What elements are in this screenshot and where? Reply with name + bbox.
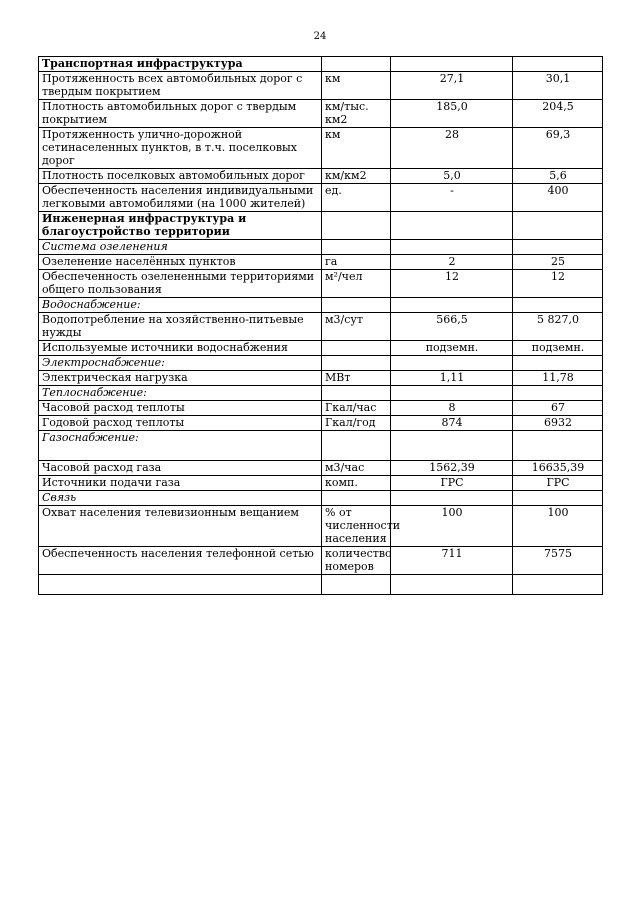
indicators-table	[38, 56, 603, 595]
table-row	[39, 476, 603, 491]
table-row	[39, 255, 603, 270]
unit-cell	[322, 575, 391, 595]
indicator-name-cell: Обеспеченность населения индивидуальными легковыми автомобилями (на 1000 жителей)	[39, 184, 322, 212]
projected-value-cell	[513, 491, 603, 506]
indicator-name-cell: Часовой расход газа	[39, 461, 322, 476]
subsection-row	[39, 431, 603, 461]
indicator-name-cell: Система озеленения	[39, 240, 322, 255]
table-row	[39, 461, 603, 476]
indicator-name-cell: Транспортная инфраструктура	[39, 57, 322, 72]
projected-value-cell: 69,3	[513, 128, 603, 169]
table-row	[39, 270, 603, 298]
indicator-name-cell: Водопотребление на хозяйственно-питьевые нужды	[39, 313, 322, 341]
section-row	[39, 212, 603, 240]
table-row	[39, 416, 603, 431]
projected-value-cell	[513, 386, 603, 401]
current-value-cell: 2	[391, 255, 513, 270]
subsection-row	[39, 240, 603, 255]
indicator-name-cell: Озеленение населённых пунктов	[39, 255, 322, 270]
unit-cell: км	[322, 128, 391, 169]
subsection-row	[39, 491, 603, 506]
unit-cell: количество номеров	[322, 547, 391, 575]
subsection-row	[39, 298, 603, 313]
table-row	[39, 547, 603, 575]
current-value-cell: ГРС	[391, 476, 513, 491]
indicator-name-cell: Электроснабжение:	[39, 356, 322, 371]
indicator-name-cell: Источники подачи газа	[39, 476, 322, 491]
projected-value-cell: 204,5	[513, 100, 603, 128]
unit-cell: комп.	[322, 476, 391, 491]
indicator-name-cell: Обеспеченность озелененными территориями общего пользования	[39, 270, 322, 298]
unit-cell: км	[322, 72, 391, 100]
unit-cell	[322, 240, 391, 255]
unit-cell: МВт	[322, 371, 391, 386]
table-row	[39, 128, 603, 169]
projected-value-cell: 25	[513, 255, 603, 270]
projected-value-cell: 7575	[513, 547, 603, 575]
unit-cell: га	[322, 255, 391, 270]
indicators-table-body	[39, 57, 603, 595]
unit-cell	[322, 57, 391, 72]
indicator-name-cell: Плотность поселковых автомобильных дорог	[39, 169, 322, 184]
table-row	[39, 341, 603, 356]
current-value-cell: 874	[391, 416, 513, 431]
current-value-cell	[391, 57, 513, 72]
projected-value-cell: 11,78	[513, 371, 603, 386]
unit-cell: Гкал/год	[322, 416, 391, 431]
projected-value-cell	[513, 57, 603, 72]
indicator-name-cell	[39, 575, 322, 595]
projected-value-cell: 12	[513, 270, 603, 298]
current-value-cell: 5,0	[391, 169, 513, 184]
projected-value-cell: 5 827,0	[513, 313, 603, 341]
unit-cell	[322, 491, 391, 506]
current-value-cell: 566,5	[391, 313, 513, 341]
indicator-name-cell: Протяженность улично-дорожной сетинаселенных пунктов, в т.ч. поселковых дорог	[39, 128, 322, 169]
current-value-cell	[391, 356, 513, 371]
table-row	[39, 184, 603, 212]
projected-value-cell: 30,1	[513, 72, 603, 100]
section-row	[39, 57, 603, 72]
indicator-name-cell: Часовой расход теплоты	[39, 401, 322, 416]
projected-value-cell	[513, 431, 603, 461]
unit-cell	[322, 298, 391, 313]
projected-value-cell: 400	[513, 184, 603, 212]
unit-cell: м3/сут	[322, 313, 391, 341]
projected-value-cell: ГРС	[513, 476, 603, 491]
current-value-cell	[391, 298, 513, 313]
current-value-cell	[391, 386, 513, 401]
indicator-name-cell: Используемые источники водоснабжения	[39, 341, 322, 356]
unit-cell: % от численности населения	[322, 506, 391, 547]
indicator-name-cell: Плотность автомобильных дорог с твердым покрытием	[39, 100, 322, 128]
current-value-cell	[391, 575, 513, 595]
current-value-cell	[391, 491, 513, 506]
indicator-name-cell: Газоснабжение:	[39, 431, 322, 461]
indicator-name-cell: Электрическая нагрузка	[39, 371, 322, 386]
current-value-cell: 8	[391, 401, 513, 416]
projected-value-cell: 16635,39	[513, 461, 603, 476]
unit-cell: м3/час	[322, 461, 391, 476]
table-row	[39, 401, 603, 416]
indicator-name-cell: Инженерная инфраструктура и благоустройство территории	[39, 212, 322, 240]
table-row	[39, 100, 603, 128]
current-value-cell: 12	[391, 270, 513, 298]
indicator-name-cell: Годовой расход теплоты	[39, 416, 322, 431]
projected-value-cell: подземн.	[513, 341, 603, 356]
projected-value-cell: 5,6	[513, 169, 603, 184]
page-number: 24	[313, 31, 327, 42]
projected-value-cell: 67	[513, 401, 603, 416]
projected-value-cell	[513, 212, 603, 240]
projected-value-cell	[513, 356, 603, 371]
unit-cell: км/км2	[322, 169, 391, 184]
current-value-cell: 185,0	[391, 100, 513, 128]
unit-cell	[322, 341, 391, 356]
current-value-cell: 1,11	[391, 371, 513, 386]
empty-row	[39, 575, 603, 595]
projected-value-cell: 100	[513, 506, 603, 547]
projected-value-cell	[513, 575, 603, 595]
unit-cell: Гкал/час	[322, 401, 391, 416]
current-value-cell: 28	[391, 128, 513, 169]
indicator-name-cell: Связь	[39, 491, 322, 506]
unit-cell: м²/чел	[322, 270, 391, 298]
current-value-cell	[391, 212, 513, 240]
unit-cell	[322, 356, 391, 371]
unit-cell	[322, 386, 391, 401]
table-row	[39, 72, 603, 100]
subsection-row	[39, 386, 603, 401]
table-row	[39, 506, 603, 547]
current-value-cell: -	[391, 184, 513, 212]
projected-value-cell	[513, 298, 603, 313]
indicator-name-cell: Охват населения телевизионным вещанием	[39, 506, 322, 547]
table-row	[39, 313, 603, 341]
current-value-cell: подземн.	[391, 341, 513, 356]
table-row	[39, 169, 603, 184]
indicator-name-cell: Теплоснабжение:	[39, 386, 322, 401]
indicator-name-cell: Протяженность всех автомобильных дорог с твердым покрытием	[39, 72, 322, 100]
indicator-name-cell: Обеспеченность населения телефонной сетью	[39, 547, 322, 575]
unit-cell	[322, 431, 391, 461]
unit-cell: км/тыс. км2	[322, 100, 391, 128]
current-value-cell: 100	[391, 506, 513, 547]
unit-cell	[322, 212, 391, 240]
current-value-cell	[391, 431, 513, 461]
projected-value-cell: 6932	[513, 416, 603, 431]
current-value-cell	[391, 240, 513, 255]
unit-cell: ед.	[322, 184, 391, 212]
current-value-cell: 711	[391, 547, 513, 575]
subsection-row	[39, 356, 603, 371]
current-value-cell: 27,1	[391, 72, 513, 100]
projected-value-cell	[513, 240, 603, 255]
current-value-cell: 1562,39	[391, 461, 513, 476]
table-row	[39, 371, 603, 386]
indicator-name-cell: Водоснабжение:	[39, 298, 322, 313]
